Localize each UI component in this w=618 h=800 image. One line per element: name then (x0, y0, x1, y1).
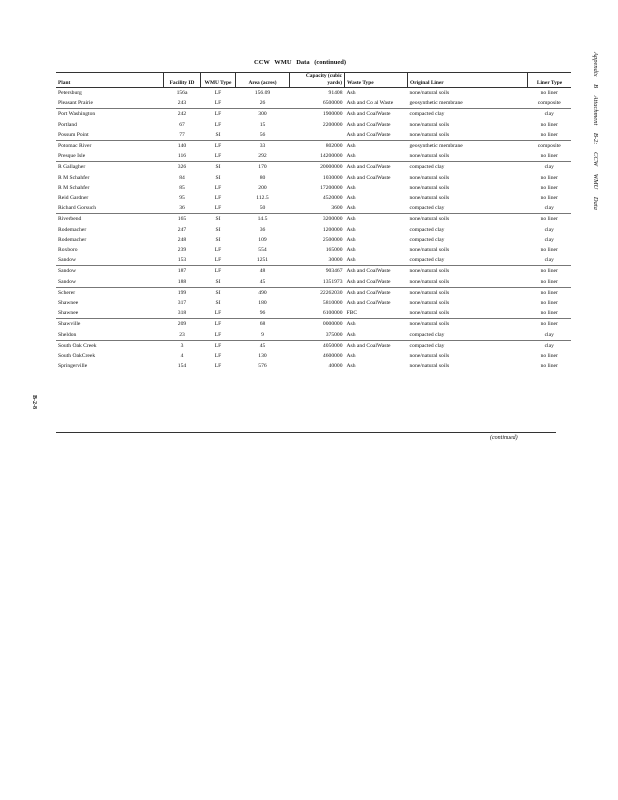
cell-waste-type: Ash (345, 141, 408, 152)
table-row (56, 203, 571, 214)
cell-original-liner: compacted clay (409, 331, 445, 338)
cell-wmu-type: LF (201, 141, 236, 152)
cell-facility-id: 67 (179, 121, 185, 128)
cell-area: 15 (259, 121, 266, 128)
ccw-wmu-data-table (56, 72, 571, 371)
cell-liner-type: clay (544, 205, 554, 212)
cell-area: 68 (236, 319, 290, 330)
cell-facility-id: 84 (179, 174, 185, 181)
col-header-area: Area (acres) (236, 73, 290, 88)
cell-facility-id: 85 (179, 184, 185, 191)
cell-area: 130 (258, 353, 267, 360)
cell-capacity: 0000000 (290, 319, 345, 330)
cell-waste-type: Ash (346, 226, 356, 233)
cell-capacity: 20000000 (290, 162, 345, 173)
cell-liner-type: no liner (540, 153, 558, 160)
cell-capacity: 17200000 (320, 184, 343, 191)
cell-liner-type: clay (544, 226, 554, 233)
cell-capacity: 2200000 (322, 121, 343, 128)
table-row (56, 162, 571, 173)
table-row (56, 130, 571, 141)
cell-original-liner: none/natural soils (409, 278, 450, 285)
cell-waste-type: Ash (346, 331, 356, 338)
cell-area: 50 (259, 205, 266, 212)
cell-original-liner: compacted clay (408, 162, 528, 173)
cell-plant: South Oak Creek (56, 340, 164, 351)
cell-liner-type: no liner (540, 174, 558, 181)
cell-original-liner: compacted clay (409, 205, 445, 212)
cell-area: 170 (236, 162, 290, 173)
cell-waste-type: Ash (346, 353, 356, 360)
cell-facility-id: 116 (177, 153, 187, 160)
cell-area: 490 (236, 287, 290, 298)
cell-facility-id: 243 (177, 100, 187, 107)
cell-wmu-type: LF (214, 331, 222, 338)
table-row (56, 109, 571, 120)
cell-original-liner: none/natural soils (409, 353, 450, 360)
cell-facility-id: 23 (179, 331, 185, 338)
cell-area: 14.5 (236, 214, 290, 225)
cell-facility-id: 318 (177, 310, 187, 317)
cell-wmu-type: SI (201, 162, 236, 173)
cell-waste-type: Ash (346, 205, 356, 212)
table-row (56, 120, 571, 130)
cell-facility-id: 140 (164, 141, 201, 152)
cell-facility-id: 154 (177, 363, 187, 370)
cell-plant: Shawnee (58, 300, 79, 307)
cell-facility-id: 165 (164, 214, 201, 225)
cell-wmu-type: LF (201, 319, 236, 330)
cell-facility-id: 36 (179, 205, 185, 212)
cell-capacity: 91408 (328, 90, 343, 96)
cell-liner-type: clay (528, 340, 572, 351)
cell-capacity: 165000 (325, 247, 343, 254)
running-header-text: Appendix B Attachment B-2: CCW WMU Data (592, 52, 599, 210)
continued-note: (continued) (490, 435, 518, 441)
cell-facility-id: 77 (179, 131, 185, 138)
cell-original-liner: none/natural soils (409, 363, 450, 370)
col-header-capacity: Capacity (cubic yards) (290, 73, 345, 88)
cell-waste-type: Ash (346, 195, 356, 202)
table-row (56, 287, 571, 298)
cell-wmu-type: SI (201, 214, 236, 225)
cell-area: 576 (258, 363, 267, 370)
cell-capacity: 375000 (325, 331, 343, 338)
cell-waste-type: Ash and CoalWaste (345, 162, 408, 173)
cell-waste-type: Ash and CoalWaste (346, 131, 391, 138)
cell-liner-type: no liner (540, 363, 558, 370)
cell-liner-type: composite (537, 100, 561, 107)
cell-waste-type: Ash and CoalWaste (345, 266, 408, 277)
table-row (56, 245, 571, 255)
col-header-liner-type: Liner Type (528, 73, 572, 88)
cell-wmu-type: LF (214, 153, 222, 160)
cell-waste-type: Ash (346, 184, 356, 191)
cell-area: 36 (259, 226, 266, 233)
cell-plant: Rodemacher (58, 236, 87, 243)
table-row (56, 141, 571, 152)
cell-liner-type: clay (528, 109, 572, 120)
cell-plant: Rodemacher (58, 226, 87, 233)
cell-liner-type: no liner (540, 121, 558, 128)
cell-original-liner: geosynthetic membrane (409, 100, 463, 107)
cell-plant: Shawnee (58, 310, 79, 317)
table-row (56, 266, 571, 277)
cell-plant: Scherer (56, 287, 164, 298)
cell-liner-type: composite (528, 141, 572, 152)
cell-wmu-type: SI (215, 174, 221, 181)
cell-area: 96 (259, 310, 266, 317)
cell-original-liner: compacted clay (409, 257, 445, 264)
cell-waste-type: Ash and CoalWaste (346, 121, 391, 128)
cell-area: 300 (236, 109, 290, 120)
cell-waste-type: Ash and CoalWaste (345, 340, 408, 351)
table-row (56, 361, 571, 371)
cell-facility-id: 242 (164, 109, 201, 120)
col-header-facility-id: Facility ID (164, 73, 201, 88)
table-bottom-rule (56, 432, 556, 433)
cell-plant: Sandow (56, 266, 164, 277)
cell-capacity: 5810000 (322, 300, 343, 307)
cell-capacity: 903467 (290, 266, 345, 277)
cell-plant: Roxboro (58, 247, 78, 254)
page-number-text: B-2-8 (31, 395, 37, 409)
cell-area: 180 (258, 300, 267, 307)
cell-original-liner: none/natural soils (409, 174, 450, 181)
cell-original-liner: none/natural soils (408, 214, 528, 225)
cell-plant: Presque Isle (58, 153, 86, 160)
cell-wmu-type: SI (215, 278, 221, 285)
cell-liner-type: no liner (540, 247, 558, 254)
cell-waste-type: Ash (346, 257, 356, 264)
cell-area: 554 (258, 247, 267, 254)
cell-wmu-type: LF (214, 353, 222, 360)
cell-capacity: 14200000 (320, 153, 343, 160)
cell-original-liner: compacted clay (408, 340, 528, 351)
cell-capacity: 802000 (290, 141, 345, 152)
cell-waste-type: Ash and CoalWaste (346, 300, 391, 307)
cell-plant: Pleasant Prairie (58, 100, 93, 107)
cell-original-liner: none/natural soils (409, 121, 450, 128)
table-row (56, 308, 571, 319)
cell-facility-id: 187 (164, 266, 201, 277)
page-number (30, 395, 40, 435)
table-row (56, 351, 571, 361)
cell-original-liner: none/natural soils (409, 195, 450, 202)
cell-facility-id: 248 (177, 236, 187, 243)
cell-original-liner: none/natural soils (409, 90, 450, 96)
cell-wmu-type: LF (214, 100, 222, 107)
cell-wmu-type: LF (214, 184, 222, 191)
cell-facility-id: 209 (164, 319, 201, 330)
cell-plant: Potomac River (56, 141, 164, 152)
cell-original-liner: none/natural soils (409, 131, 450, 138)
cell-capacity: 4520000 (322, 195, 343, 202)
col-header-wmu-type: WMU Type (201, 73, 236, 88)
cell-liner-type: no liner (540, 195, 558, 202)
cell-original-liner: none/natural soils (408, 287, 528, 298)
cell-capacity: 1030000 (322, 174, 343, 181)
cell-capacity: 6100000 (322, 310, 343, 317)
cell-area: 9 (261, 331, 264, 338)
cell-waste-type: Ash (345, 319, 408, 330)
cell-plant: Sheldon (58, 331, 77, 338)
cell-area: 56 (259, 131, 266, 138)
cell-capacity: 3600 (331, 205, 343, 212)
cell-liner-type: no liner (540, 310, 558, 317)
cell-wmu-type: SI (201, 287, 236, 298)
cell-liner-type: no liner (528, 214, 572, 225)
cell-facility-id: 4 (180, 353, 184, 360)
cell-original-liner: none/natural soils (409, 300, 450, 307)
cell-wmu-type: SI (215, 226, 221, 233)
cell-wmu-type: LF (214, 90, 222, 96)
cell-plant: Springerville (58, 363, 88, 370)
table-row (56, 214, 571, 225)
cell-plant: Sandow (58, 257, 77, 264)
cell-capacity: 30000 (328, 257, 343, 264)
cell-waste-type: Ash (346, 90, 356, 96)
cell-waste-type: Ash and Co al Waste (346, 100, 394, 107)
cell-facility-id: 317 (177, 300, 187, 307)
cell-liner-type: no liner (540, 131, 558, 138)
cell-facility-id: 188 (177, 278, 187, 285)
cell-wmu-type: LF (214, 310, 222, 317)
cell-liner-type: no liner (540, 278, 558, 285)
cell-original-liner: none/natural soils (408, 319, 528, 330)
cell-waste-type: Ash (346, 236, 356, 243)
cell-area: 26 (259, 100, 266, 107)
cell-original-liner: none/natural soils (409, 247, 450, 254)
cell-facility-id: 326 (164, 162, 201, 173)
cell-original-liner: none/natural soils (409, 153, 450, 160)
cell-plant: Petersburg (58, 90, 82, 96)
cell-waste-type: Ash and CoalWaste (345, 109, 408, 120)
cell-original-liner: none/natural soils (409, 184, 450, 191)
running-header (591, 52, 601, 352)
table-row (56, 88, 571, 99)
cell-facility-id: 3 (164, 340, 201, 351)
cell-area: 200 (258, 184, 267, 191)
cell-facility-id: 153 (177, 257, 187, 264)
cell-area: 33 (236, 141, 290, 152)
table-row (56, 330, 571, 341)
cell-liner-type: no liner (540, 300, 558, 307)
cell-area: 48 (236, 266, 290, 277)
cell-waste-type: Ash (346, 247, 356, 254)
cell-capacity: 3200000 (290, 214, 345, 225)
cell-wmu-type: LF (201, 266, 236, 277)
cell-liner-type: clay (544, 331, 554, 338)
table-row (56, 298, 571, 308)
cell-original-liner: compacted clay (409, 236, 445, 243)
cell-liner-type: no liner (540, 90, 558, 96)
cell-original-liner: compacted clay (408, 109, 528, 120)
cell-facility-id: 156a (176, 90, 188, 96)
cell-area: 112.5 (256, 195, 269, 202)
cell-facility-id: 247 (177, 226, 187, 233)
table-row (56, 98, 571, 109)
cell-capacity: 22262030 (290, 287, 345, 298)
cell-waste-type: FBC (346, 310, 358, 317)
cell-facility-id: 239 (177, 247, 187, 254)
col-header-waste-type: Waste Type (345, 73, 408, 88)
cell-capacity: 4600000 (322, 353, 343, 360)
cell-capacity: 1200000 (322, 226, 343, 233)
cell-wmu-type: SI (215, 131, 221, 138)
cell-area: 156.09 (254, 90, 271, 96)
cell-area: 45 (236, 340, 290, 351)
table-row (56, 225, 571, 235)
cell-capacity (290, 130, 345, 141)
cell-wmu-type: SI (215, 300, 221, 307)
cell-liner-type: clay (544, 257, 554, 264)
cell-liner-type: no liner (528, 266, 572, 277)
cell-plant: R M Schahfer (58, 174, 90, 181)
cell-wmu-type: LF (214, 195, 222, 202)
table-title: CCW WMU Data (continued) (254, 59, 346, 66)
cell-wmu-type: LF (201, 340, 236, 351)
cell-plant: South OakCreek (58, 353, 96, 360)
cell-liner-type: no liner (540, 353, 558, 360)
table-row (56, 235, 571, 245)
cell-wmu-type: LF (214, 205, 222, 212)
cell-capacity: 40000 (328, 363, 343, 370)
col-header-original-liner: Original Liner (408, 73, 528, 88)
cell-waste-type: Ash and CoalWaste (346, 174, 391, 181)
cell-capacity: 1900000 (290, 109, 345, 120)
cell-plant: R M Schahfer (58, 184, 90, 191)
cell-area: 80 (259, 174, 266, 181)
cell-capacity: 4050000 (290, 340, 345, 351)
cell-liner-type: no liner (540, 184, 558, 191)
cell-capacity: 1351973 (322, 278, 343, 285)
table-row (56, 151, 571, 162)
cell-wmu-type: LF (214, 121, 222, 128)
cell-original-liner: none/natural soils (408, 266, 528, 277)
table-row (56, 193, 571, 203)
cell-wmu-type: LF (214, 363, 222, 370)
cell-waste-type: Ash and CoalWaste (345, 287, 408, 298)
cell-wmu-type: LF (214, 247, 222, 254)
cell-wmu-type: LF (201, 109, 236, 120)
table-row (56, 277, 571, 288)
cell-waste-type: Ash (345, 214, 408, 225)
cell-original-liner: compacted clay (409, 226, 445, 233)
cell-capacity: 6500000 (322, 100, 343, 107)
cell-liner-type: clay (528, 162, 572, 173)
cell-plant: Possum Point (58, 131, 89, 138)
cell-wmu-type: LF (214, 257, 222, 264)
table-row (56, 319, 571, 330)
cell-plant: Port Washington (56, 109, 164, 120)
cell-plant: Richard Gorsuch (58, 205, 97, 212)
cell-liner-type: clay (544, 236, 554, 243)
cell-waste-type: Ash and CoalWaste (346, 278, 391, 285)
cell-plant: Sandow (58, 278, 77, 285)
cell-waste-type: Ash (346, 153, 356, 160)
cell-plant: Portland (58, 121, 77, 128)
table-row (56, 340, 571, 351)
cell-area: 292 (258, 153, 267, 160)
table-row (56, 173, 571, 183)
cell-area: 1251 (256, 257, 269, 264)
cell-wmu-type: SI (215, 236, 221, 243)
cell-original-liner: geosynthetic membrane (408, 141, 528, 152)
cell-plant: Reid Gardner (58, 195, 89, 202)
cell-facility-id: 199 (164, 287, 201, 298)
cell-facility-id: 95 (179, 195, 185, 202)
col-header-plant: Plant (56, 73, 164, 88)
cell-liner-type: no liner (528, 319, 572, 330)
cell-area: 109 (258, 236, 267, 243)
table-row (56, 255, 571, 266)
cell-plant: Riverbend (56, 214, 164, 225)
table-header-row (56, 73, 571, 88)
table-row (56, 183, 571, 193)
table-body (56, 88, 571, 372)
cell-liner-type: no liner (528, 287, 572, 298)
cell-area: 45 (259, 278, 266, 285)
cell-waste-type: Ash (346, 363, 356, 370)
cell-plant: R Gallagher (56, 162, 164, 173)
cell-original-liner: none/natural soils (409, 310, 450, 317)
cell-capacity: 2500000 (322, 236, 343, 243)
cell-plant: Shawville (56, 319, 164, 330)
